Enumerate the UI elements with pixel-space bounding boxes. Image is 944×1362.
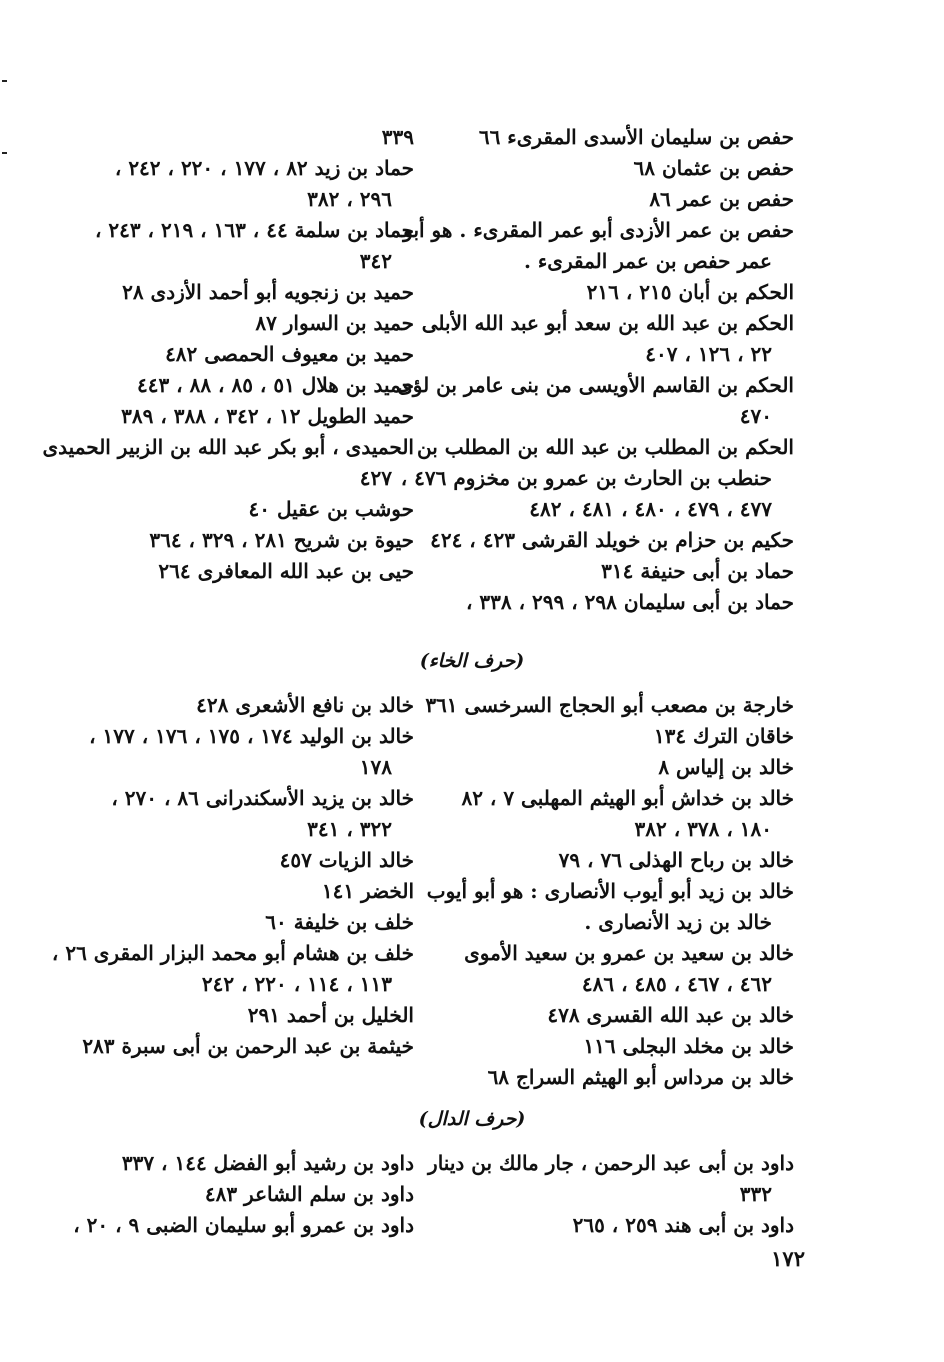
index-entry-text: خالد بن إلياس ٨ [658,755,794,779]
index-entry [432,938,794,1000]
index-entry [49,1210,414,1241]
index-entry-continuation: حنطب بن الحارث بن عمرو بن مخزوم ٤٧٦ ، [400,466,772,490]
index-entry-text: حفص بن عمر الأزدى أبو عمر المقرىء . هو أبو [403,218,794,242]
index-entry [426,876,794,938]
index-entry-text: حماد بن أبى سليمان ٢٩٨ ، ٢٩٩ ، ٣٣٨ ، [465,590,794,614]
index-entry-text: خيثمة بن عبد الرحمن بن أبى سبرة ٢٨٣ [82,1034,414,1058]
index-entry [432,1062,794,1093]
index-entry-text: حيوة بن شريح ٢٨١ ، ٣٢٩ ، ٣٦٤ [149,528,414,552]
index-entry [49,556,414,587]
index-entry-text: خالد بن زيد أبو أيوب الأنصارى : هو أبو أيوب [426,879,794,903]
index-entry-text: خالد بن مرداس أبو الهيثم السراج ٦٨ [487,1065,794,1089]
index-entry [49,690,414,721]
index-entry-continuation: ٤٢٧ [359,466,392,490]
index-entry-text: الخضر ١٤١ [321,879,414,903]
index-entry-text: داود بن أبى هند ٢٥٩ ، ٢٦٥ [572,1213,794,1237]
index-entry-text: الحكم بن المطلب بن عبد الله بن المطلب بن [416,435,794,459]
index-entry-text: حفص بن سليمان الأسدى المقرىء ٦٦ [478,125,794,149]
index-entry [49,401,414,432]
index-entry [49,153,414,215]
index-entry-continuation: ٣٢٢ ، ٣٤١ [307,817,392,841]
index-entry-text: خالد بن عبد الله القسرى ٤٧٨ [547,1003,794,1027]
index-entry [432,556,794,587]
index-entry [397,370,794,432]
index-entry-continuation: ٣٣٢ [739,1182,772,1206]
index-column-right [428,1148,794,1241]
index-entry-text: خلف بن هشام أبو محمد البزار المقرى ٢٦ ، [51,941,414,965]
index-entry-continuation: ٤٧٧ ، ٤٧٩ ، ٤٨٠ ، ٤٨١ ، ٤٨٢ [529,497,772,521]
index-column-left [49,690,414,1062]
index-entry-text: داود بن أبى عبد الرحمن ، جار مالك بن دينار [428,1151,794,1175]
index-entry [432,752,794,783]
index-entry-text: داود بن رشيد أبو الفضل ١٤٤ ، ٣٣٧ [121,1151,414,1175]
index-entry [421,308,794,370]
index-entry [42,432,414,494]
index-entry [432,153,794,184]
index-entry [432,122,794,153]
index-entry-text: داود بن عمرو أبو سليمان الضبى ٩ ، ٢٠ ، [73,1213,414,1237]
index-entry-text: حميد بن زنجويه أبو أحمد الأزدى ٢٨ [122,280,414,304]
index-entry [432,277,794,308]
index-entry [49,1031,414,1062]
index-entry-text: حميد بن السوار ٨٧ [255,311,414,335]
index-entry-continuation: ٣٤٢ [359,249,392,273]
index-entry-text: حيى بن عبد الله المعافرى ٢٦٤ [158,559,414,583]
index-entry-text: داود بن سلم الشاعر ٤٨٣ [204,1182,414,1206]
index-entry-continuation: ٢٢ ، ١٢٦ ، ٤٠٧ [645,342,772,366]
index-entry [432,721,794,752]
index-entry-text: حفص بن عمر ٨٦ [649,187,794,211]
index-column-left [49,1148,414,1241]
index-entry-continuation: ١١٣ ، ١١٤ ، ٢٢٠ ، ٢٤٢ [201,972,392,996]
index-entry-text: خارجة بن مصعب أبو الحجاج السرخسى ٣٦١ [425,693,794,717]
index-entry-text: خالد بن رباح الهذلى ٧٦ ، ٧٩ [558,848,794,872]
index-entry-continuation: ١٨٠ ، ٣٧٨ ، ٣٨٢ [634,817,772,841]
index-entry-continuation: ٤٧٠ [739,404,772,428]
index-entry [49,370,414,401]
index-entry [49,277,414,308]
index-entry-continuation: عمر حفص بن عمر المقرىء . [523,249,772,273]
index-column-right [425,690,794,1093]
index-entry [49,525,414,556]
index-entry-text: الحكم بن عبد الله بن سعد أبو عبد الله الأبلى [421,311,794,335]
index-entry [432,1000,794,1031]
index-entry-text: خاقان الترك ١٣٤ [653,724,794,748]
index-entry-text: حماد بن أبى حنيفة ٣١٤ [601,559,794,583]
index-entry [49,721,414,783]
index-entry-text: خالد بن خداش أبو الهيثم المهلبى ٧ ، ٨٢ [461,786,794,810]
index-entry-text: الحميدى ، أبو بكر عبد الله بن الزبير الحميدى [42,435,414,459]
index-entry [49,876,414,907]
index-entry [49,339,414,370]
index-entry [428,1148,794,1210]
index-entry-text: حميد بن معيوف الحمصى ٤٨٢ [165,342,414,366]
index-entry [432,845,794,876]
index-entry-text: خلف بن خليفة ٦٠ [265,910,414,934]
page-number: ١٧٢ [771,1246,805,1271]
index-entry [49,938,414,1000]
index-entry [403,215,794,277]
index-entry [49,122,414,153]
index-entry [49,215,414,277]
index-entry-text: خالد بن الوليد ١٧٤ ، ١٧٥ ، ١٧٦ ، ١٧٧ ، [89,724,414,748]
index-entry [49,1000,414,1031]
index-entry [49,907,414,938]
section-heading-kha: (حرف الخاء) [419,650,525,672]
section-heading-dal: (حرف الدال) [418,1108,526,1130]
index-entry-text: حماد بن سلمة ٤٤ ، ١٦٣ ، ٢١٩ ، ٢٤٣ ، [94,218,414,242]
index-entry-continuation: ١٧٨ [359,755,392,779]
index-entry [432,783,794,845]
margin-mark [2,80,7,82]
index-entry [49,845,414,876]
index-entry-text: خالد بن مخلد البجلى ١١٦ [583,1034,794,1058]
index-column-left [42,122,414,587]
index-entry-continuation: خالد بن زيد الأنصارى . [584,910,772,934]
index-entry-text: خالد الزيات ٤٥٧ [279,848,414,872]
index-entry-text: حميد بن هلال ٥١ ، ٨٥ ، ٨٨ ، ٤٤٣ [136,373,414,397]
index-entry-text: ٣٣٩ [381,125,414,149]
index-entry-continuation: ٤٦٢ ، ٤٦٧ ، ٤٨٥ ، ٤٨٦ [581,972,772,996]
index-entry [432,1031,794,1062]
index-entry-text: حفص بن عثمان ٦٨ [633,156,794,180]
index-entry [49,494,414,525]
index-entry [432,184,794,215]
index-entry [432,587,794,618]
index-entry-text: حكيم بن حزام بن خويلد القرشى ٤٢٣ ، ٤٢٤ [430,528,794,552]
index-entry-continuation: ٢٩٦ ، ٣٨٢ [307,187,392,211]
index-entry [49,783,414,845]
index-entry [432,525,794,556]
index-entry [400,432,794,525]
index-entry-text: حماد بن زيد ٨٢ ، ١٧٧ ، ٢٢٠ ، ٢٤٢ ، [114,156,414,180]
index-entry [49,1148,414,1179]
index-entry-text: خالد بن سعيد بن عمرو بن سعيد الأموى [464,941,794,965]
index-entry-text: الحكم بن القاسم الأويسى من بنى عامر بن لؤى [397,373,794,397]
index-entry [425,690,794,721]
index-entry-text: الحكم بن أبان ٢١٥ ، ٢١٦ [586,280,794,304]
index-entry [49,1179,414,1210]
index-entry-text: خالد بن يزيد الأسكندرانى ٨٦ ، ٢٧٠ ، [111,786,414,810]
index-entry-text: خالد بن نافع الأشعرى ٤٢٨ [196,693,414,717]
margin-mark [2,152,7,154]
index-entry-text: الخليل بن أحمد ٢٩١ [247,1003,414,1027]
index-entry-text: حميد الطويل ١٢ ، ٣٤٢ ، ٣٨٨ ، ٣٨٩ [121,404,414,428]
index-entry [432,1210,794,1241]
index-entry-text: حوشب بن عقيل ٤٠ [248,497,414,521]
index-entry [49,308,414,339]
